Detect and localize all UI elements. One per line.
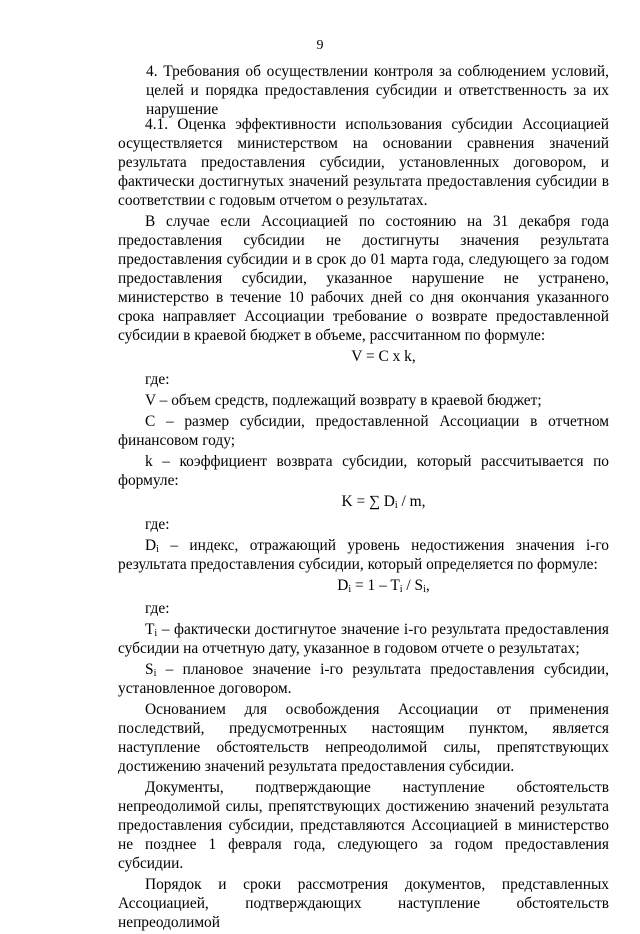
section-heading (146, 62, 609, 119)
paragraph-force-majeure: Основанием для освобождения Ассоциации от применения последствий, предусмотренных настоящим пунктом, является наступление обстоятельств непреодолимой силы, препятствующих достижению значений результата предоставления субсидии. (118, 701, 609, 775)
definition-text: – индекс, отражающий уровень недостижения значения i-го результата предоставления субсидии, который определяется по формуле: (118, 537, 609, 573)
paragraph-4-1: 4.1. Оценка эффективности использования субсидии Ассоциацией осуществляется министерством на основании сравнения значений результата предоставления субсидии, установленных договором, и фактически достигнутых значений результата предоставления субсидии в соответствии с годовым отчетом о результатах. (118, 116, 609, 209)
subscript: i (154, 628, 158, 639)
definition-k: k – коэффициент возврата субсидии, который рассчитывается по формуле: (118, 453, 609, 489)
formula-v: V = C x k, (351, 348, 416, 365)
formula-d (158, 576, 609, 595)
symbol: D (145, 537, 157, 554)
definition-text: – фактически достигнутое значение i-го результата предоставления субсидии на отчетную дату, указанное в годовом отчете о результатах; (118, 621, 609, 657)
paragraph-review-order: Порядок и сроки рассмотрения документов, представленных Ассоциацией, подтверждающих наступление обстоятельств непреодолимой (118, 876, 609, 931)
page-number: 9 (316, 38, 324, 53)
subscript: i (423, 584, 426, 595)
formula-part: / S (402, 577, 424, 594)
subscript: i (348, 584, 352, 595)
subscript: i (153, 668, 157, 679)
definition-d (118, 536, 609, 574)
formula-k-part: K = ∑ D (341, 493, 395, 510)
paragraph-documents: Документы, подтверждающие наступление обстоятельств непреодолимой силы, препятствующих достижению значений результата предоставления субсидии, представляются Ассоциацией в министерство не позднее 1 февраля года, следующего за годом предоставления субсидии. (118, 779, 609, 872)
formula-part: , (425, 577, 430, 594)
symbol: S (145, 661, 154, 678)
definition-s (118, 660, 609, 698)
formula-part: = 1 – T (351, 577, 400, 594)
section-heading-text: 4. Требования об осуществлении контроля за соблюдением условий, целей и порядка предоставления субсидии и ответственность за их нарушение (146, 63, 609, 118)
where-label: где: (145, 516, 170, 533)
definition-v: V – объем средств, подлежащий возврату в краевой бюджет; (145, 392, 542, 409)
symbol: T (145, 621, 155, 638)
definition-t (118, 620, 609, 658)
formula-k-part: / m, (397, 493, 426, 510)
subscript: i (156, 544, 159, 555)
definition-c: C – размер субсидии, предоставленной Ассоциации в отчетном финансовом году; (118, 413, 609, 449)
where-label: где: (145, 371, 170, 388)
formula-part: D (337, 577, 349, 594)
subscript: i (399, 584, 403, 595)
formula-k-subscript: i (394, 500, 398, 511)
where-label: где: (145, 600, 170, 617)
definition-text: – плановое значение i-го результата предоставления субсидии, установленное договором. (118, 661, 609, 697)
paragraph-return-requirement: В случае если Ассоциацией по состоянию на 31 декабря года предоставления субсидии не достигнуты значения результата предоставления субсидии и в срок до 01 марта года, следующего за годом предоставления субсидии, указанное нарушение не устранено, министерство в течение 10 рабочих дней со дня окончания указанного срока направляет Ассоциации требование о возврате предоставленной субсидии в краевой бюджет в объеме, рассчитанном по формуле: (118, 213, 609, 344)
formula-k (158, 492, 609, 511)
document-body (118, 115, 609, 934)
